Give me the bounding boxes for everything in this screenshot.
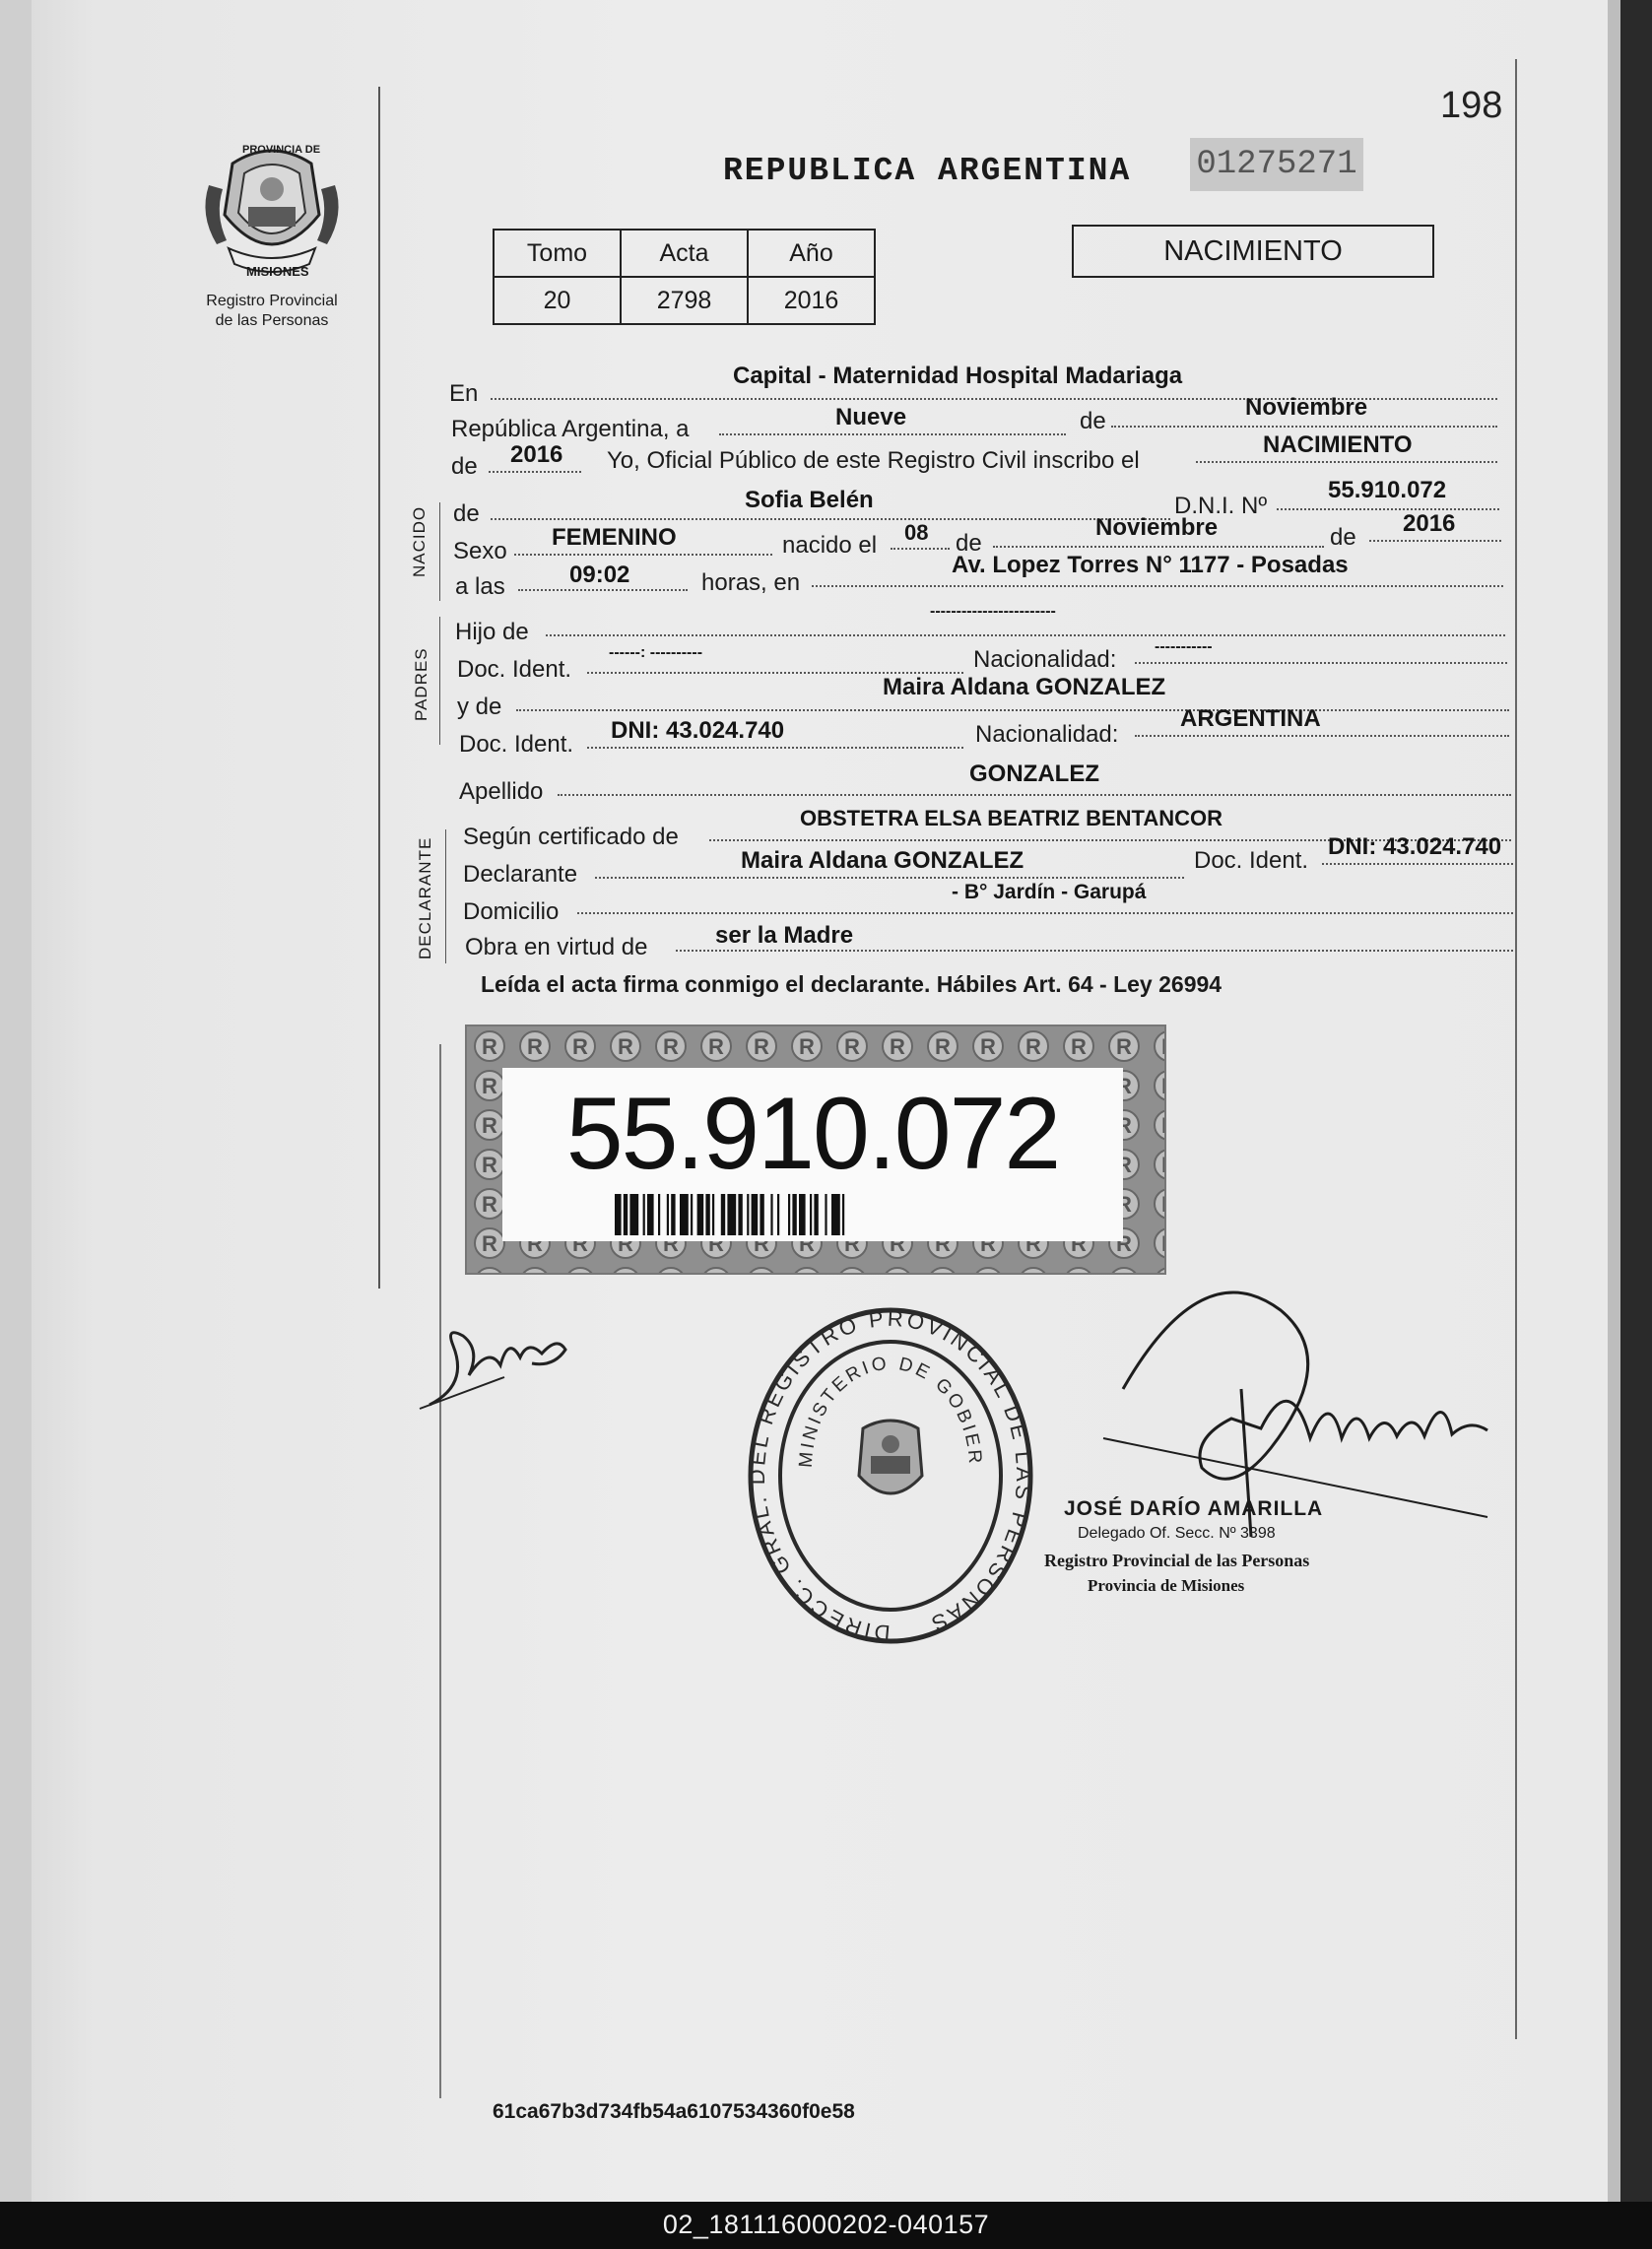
emblem-top-text: PROVINCIA DE: [242, 144, 321, 156]
value-padre: ------------------------: [930, 603, 1056, 620]
margin-line-left: [378, 87, 380, 1289]
label-de-nombre: de: [453, 500, 480, 527]
official-office: Registro Provincial de las Personas: [1044, 1551, 1310, 1570]
label-obra: Obra en virtud de: [465, 934, 648, 960]
value-mes-nac: Noviembre: [1095, 514, 1219, 541]
margin-line-right: [1515, 59, 1517, 2039]
dotline-mes: [1111, 426, 1497, 428]
dotline-domicilio: [577, 912, 1513, 914]
value-certificado: OBSTETRA ELSA BEATRIZ BENTANCOR: [800, 806, 1222, 830]
footer-filename: 02_181116000202-040157: [662, 2210, 990, 2239]
section-tag-declarante: DECLARANTE: [416, 836, 434, 959]
label-horas-en: horas, en: [701, 569, 801, 596]
value-declarante-doc: DNI: 43.024.740: [1328, 833, 1502, 860]
section-divider-padres: [439, 617, 440, 745]
value-domicilio: - B° Jardín - Garupá: [952, 881, 1147, 903]
label-doc-ident2: Doc. Ident.: [459, 731, 574, 758]
dotline-anio: [489, 471, 581, 473]
official-name: JOSÉ DARÍO AMARILLA: [1064, 1497, 1324, 1520]
ref-value-acta: 2798: [621, 277, 748, 324]
value-madre: Maira Aldana GONZALEZ: [883, 674, 1166, 700]
document-hash: 61ca67b3d734fb54a6107534360f0e58: [493, 2100, 855, 2123]
value-nombre: Sofia Belén: [745, 487, 874, 513]
label-republica: República Argentina, a: [451, 416, 690, 442]
label-de-anio: de: [451, 453, 478, 480]
dotline-padre-nac: [1135, 662, 1507, 664]
dotline-hora: [518, 589, 688, 591]
dni-barcode-sticker: [465, 1025, 1166, 1275]
label-nacido-el: nacido el: [782, 532, 878, 559]
value-madre-nac: ARGENTINA: [1180, 705, 1321, 732]
label-hijo-de: Hijo de: [455, 619, 529, 645]
label-apellido: Apellido: [459, 778, 544, 805]
dotline-anio-nac: [1369, 540, 1501, 542]
value-anio-nac: 2016: [1403, 510, 1456, 537]
official-province: Provincia de Misiones: [1088, 1576, 1245, 1595]
value-apellido: GONZALEZ: [969, 761, 1099, 787]
label-segun-certificado: Según certificado de: [463, 824, 679, 850]
label-sexo: Sexo: [453, 538, 507, 564]
value-dia-nac: 08: [904, 520, 929, 545]
value-lugar: Capital - Maternidad Hospital Madariaga: [733, 363, 1183, 389]
ref-header-acta: Acta: [621, 230, 748, 277]
value-sexo: FEMENINO: [552, 524, 677, 551]
value-direccion: Av. Lopez Torres N° 1177 - Posadas: [952, 552, 1349, 578]
label-doc-ident3: Doc. Ident.: [1194, 847, 1309, 874]
document-title: REPUBLICA ARGENTINA: [723, 153, 1132, 189]
seal-inner-text: MINISTERIO DE GOBIER: [795, 1353, 986, 1469]
record-type-box: NACIMIENTO: [1072, 225, 1434, 278]
dotline-madre-nac: [1135, 735, 1509, 737]
label-yo-oficial: Yo, Oficial Público de este Registro Civil inscribo el: [607, 447, 1140, 474]
label-declarante: Declarante: [463, 861, 578, 888]
logo-caption-line1: Registro Provincial: [206, 293, 338, 309]
dotline-obra: [676, 950, 1513, 952]
serial-number: 01275271: [1190, 138, 1363, 191]
section-divider-declarante: [445, 829, 446, 963]
closing-statement: Leída el acta firma conmigo el declarante. Hábiles Art. 64 - Ley 26994: [481, 971, 1222, 997]
emblem-bottom-text: MISIONES: [246, 264, 309, 279]
label-nacionalidad: Nacionalidad:: [973, 646, 1117, 673]
dotline-declarante: [595, 877, 1184, 879]
dotline-apellido: [558, 794, 1511, 796]
sticker-label: [502, 1068, 1123, 1241]
logo-caption-line2: de las Personas: [215, 312, 329, 329]
label-domicilio: Domicilio: [463, 898, 560, 925]
label-de-anio2: de: [1330, 524, 1356, 551]
folio-number: 198: [1440, 85, 1503, 126]
ref-value-anio: 2016: [748, 277, 875, 324]
dotline-mes-nac: [993, 546, 1324, 548]
official-title: Delegado Of. Secc. Nº 3398: [1078, 1525, 1276, 1542]
barcode-number: 55.910.072: [565, 1077, 1060, 1191]
dotline-sexo: [514, 554, 772, 556]
dotline-dni: [1277, 508, 1499, 510]
label-en: En: [449, 380, 479, 407]
value-padre-nac: -----------: [1155, 638, 1213, 655]
ref-header-tomo: Tomo: [494, 230, 621, 277]
value-mes: Noviembre: [1245, 394, 1368, 421]
dotline-tipo: [1196, 461, 1497, 463]
value-obra: ser la Madre: [715, 922, 854, 949]
declarant-signature: [410, 1306, 587, 1415]
dotline-madre-doc: [587, 747, 963, 749]
barcode: [615, 1194, 1019, 1235]
ref-value-tomo: 20: [494, 277, 621, 324]
section-tag-nacido: NACIDO: [410, 505, 429, 577]
label-de-mes: de: [1080, 408, 1106, 434]
label-nacionalidad2: Nacionalidad:: [975, 721, 1119, 748]
section-divider-nacido: [439, 502, 440, 601]
value-madre-doc: DNI: 43.024.740: [611, 717, 785, 744]
label-a-las: a las: [455, 573, 505, 600]
official-seal: [743, 1300, 1038, 1655]
page-edge: [1608, 0, 1620, 2202]
province-emblem: [193, 146, 351, 284]
dotline-padre: [546, 634, 1505, 636]
label-de-mes2: de: [956, 530, 982, 557]
value-declarante: Maira Aldana GONZALEZ: [741, 847, 1024, 874]
dotline-nombre: [491, 518, 1170, 520]
dotline-direccion: [812, 585, 1503, 587]
dotline-declarante-doc: [1322, 863, 1513, 865]
label-doc-ident: Doc. Ident.: [457, 656, 572, 683]
dotline-madre: [516, 709, 1509, 711]
label-y-de: y de: [457, 694, 502, 720]
label-dni: D.N.I. Nº: [1174, 493, 1268, 519]
value-padre-doc: ------: ----------: [609, 644, 703, 661]
value-dia: Nueve: [835, 404, 907, 430]
ref-header-anio: Año: [748, 230, 875, 277]
margin-line-lower: [439, 1044, 441, 2098]
dotline-dia: [719, 433, 1066, 435]
reference-table: [493, 229, 876, 325]
value-tipo: NACIMIENTO: [1263, 431, 1413, 458]
value-dni: 55.910.072: [1328, 477, 1447, 503]
value-anio: 2016: [510, 441, 563, 468]
section-tag-padres: PADRES: [412, 647, 430, 721]
value-hora: 09:02: [569, 562, 630, 588]
dotline-dia-nac: [891, 548, 950, 550]
seal-outer-text: DIRECC. GRAL. DEL REGISTRO PROVINCIAL DE LAS PERSONAS: [745, 1305, 1037, 1646]
